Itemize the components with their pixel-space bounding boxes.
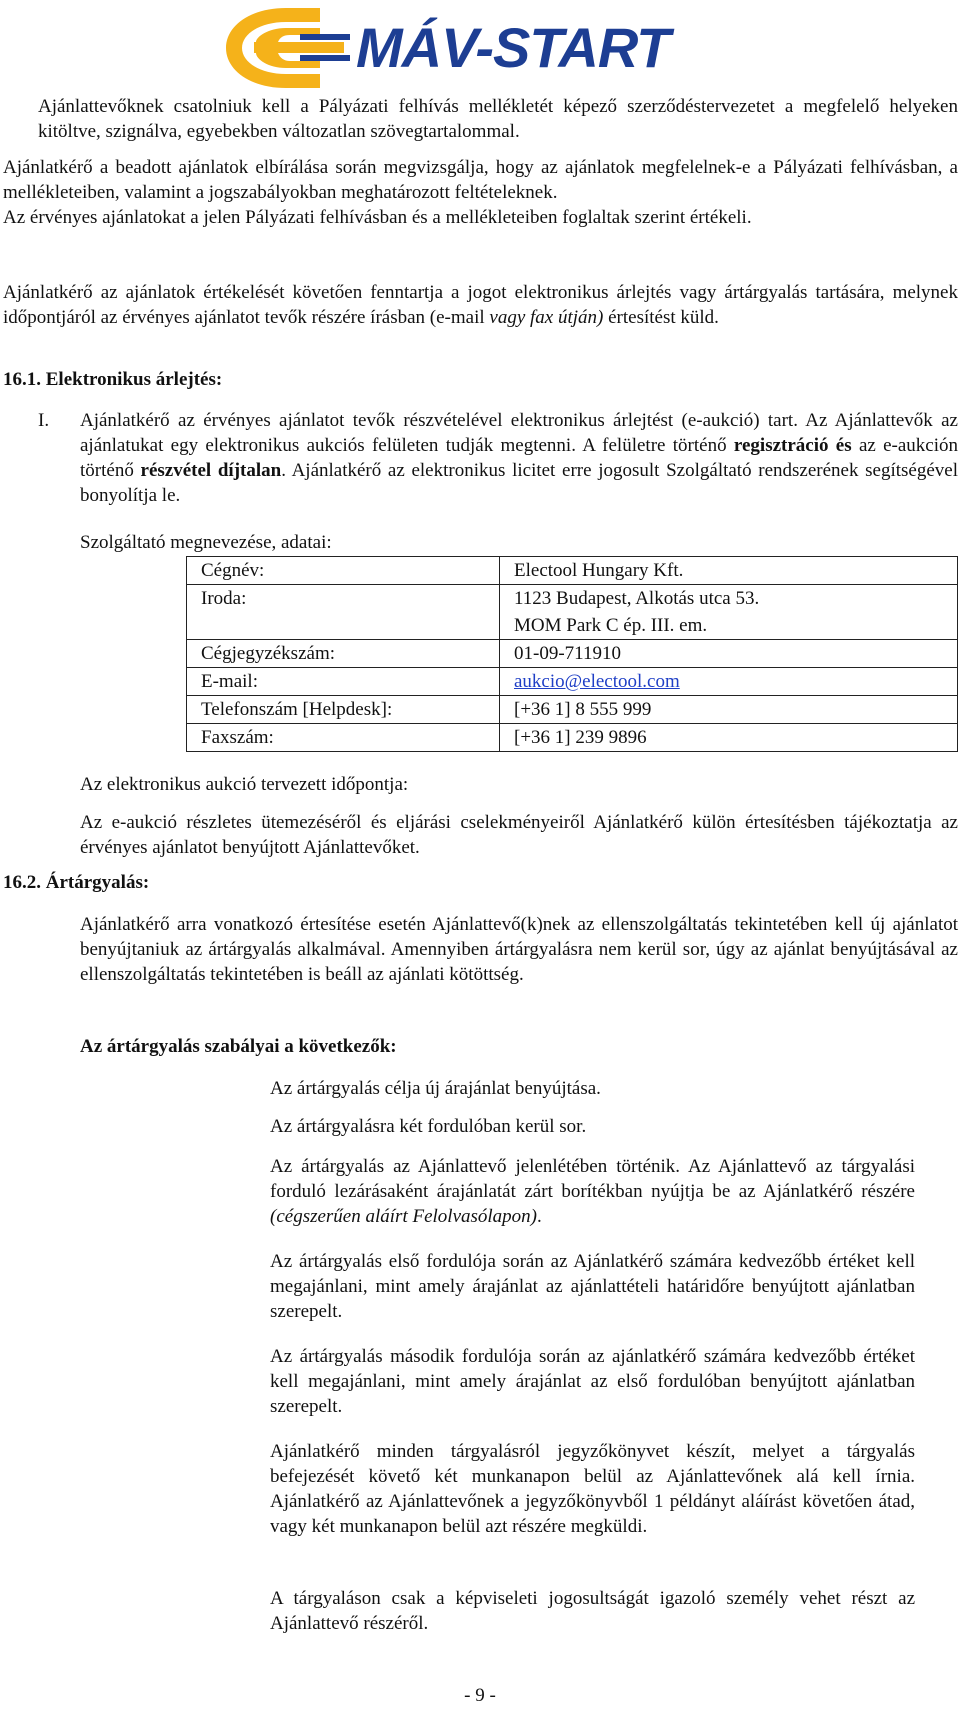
provider-key: Faxszám: <box>187 724 500 752</box>
provider-table <box>186 556 958 752</box>
provider-value <box>500 668 958 696</box>
paragraph-valid-offers: Az érvényes ajánlatokat a jelen Pályázati felhívásban és a mellékleteiben foglaltak szerint értékeli. <box>3 207 752 228</box>
logo-wordmark: MÁV-START <box>356 16 670 79</box>
mav-start-logo <box>246 4 670 96</box>
provider-key: Cégjegyzékszám: <box>187 640 500 668</box>
auction-date-label: Az elektronikus aukció tervezett időpontja: <box>80 774 409 795</box>
heading-16-2: 16.2. Ártárgyalás: <box>3 872 150 893</box>
mav-start-emblem-icon <box>220 4 350 96</box>
provider-office-line1: 1123 Budapest, Alkotás utca 53. <box>514 588 760 609</box>
provider-key: Cégnév: <box>187 557 500 585</box>
provider-office-line2: MOM Park C ép. III. em. <box>514 615 708 636</box>
rule-two-rounds: Az ártárgyalásra két fordulóban kerül sor. <box>270 1116 587 1137</box>
table-row <box>187 557 958 585</box>
paragraph-evaluation: Ajánlatkérő a beadott ajánlatok elbírálása során megvizsgálja, hogy az ajánlatok megfelelnek-e a Pályázati felhívásban, a mellékleteiben, valamint a jogszabályokban meghatározott feltételeknek. <box>3 157 958 203</box>
provider-value <box>500 585 958 640</box>
provider-value: [+36 1] 239 9896 <box>500 724 958 752</box>
e-auction-text-c: . Ajánlatkérő az elektronikus licitet erre jogosult Szolgáltató rendszerének segítségével bonyolítja le. <box>80 460 959 506</box>
e-auction-bold-free: részvétel díjtalan <box>140 460 282 481</box>
rule-first-round: Az ártárgyalás első fordulója során az Ajánlatkérő számára kedvezőbb értéket kell megajánlani, mint amely árajánlat az ajánlattételi határidőre benyújtott ajánlatban szerepelt. <box>270 1251 915 1322</box>
paragraph-auction-right-end: értesítést küld. <box>608 307 719 328</box>
paragraph-auction-right-text: Ajánlatkérő az ajánlatok értékelését követően fenntartja a jogot elektronikus árlejtés vagy ártárgyalás tartására, melynek időpontjáról az érvényes ajánlatot tevők részére írásban (e-mail <box>3 282 958 328</box>
provider-label: Szolgáltató megnevezése, adatai: <box>80 532 332 553</box>
page-number: - 9 - <box>464 1685 496 1706</box>
table-row <box>187 724 958 752</box>
e-auction-text-a: Ajánlatkérő az érvényes ajánlatot tevők részvételével elektronikus árlejtést (e-aukció) tart. Az Ajánlattevők az ajánlatukat egy elektronikus aukciós felületen tudják megtenni. A felületre történő <box>80 410 958 456</box>
provider-key: Iroda: <box>187 585 500 640</box>
paragraph-e-auction <box>80 408 958 508</box>
rule-representative: A tárgyaláson csak a képviseleti jogosultságát igazoló személy vehet részt az Ajánlattevő részéről. <box>270 1588 915 1634</box>
rule-presence <box>270 1154 915 1229</box>
rule-second-round: Az ártárgyalás második fordulója során az ajánlatkérő számára kedvezőbb értéket kell megajánlani, mint amely árajánlat az első fordulóban benyújtott ajánlatban szerepelt. <box>270 1346 915 1417</box>
provider-email-link[interactable]: aukcio@electool.com <box>514 671 680 692</box>
paragraph-contract-draft: Ajánlattevőknek csatolniuk kell a Pályázati felhívás mellékletét képező szerződéstervezetet a megfelelő helyeken kitöltve, szignálva, egyebekben változatlan szövegtartalommal. <box>38 96 958 142</box>
heading-16-1: 16.1. Elektronikus árlejtés: <box>3 369 223 390</box>
rule-goal: Az ártárgyalás célja új árajánlat benyújtása. <box>270 1078 601 1099</box>
rule-presence-text: Az ártárgyalás az Ajánlattevő jelenlétében történik. Az Ajánlattevő az tárgyalási forduló lezárásaként árajánlatát zárt borítékban nyújtja be az Ajánlatkérő részére <box>270 1156 915 1202</box>
e-auction-bold-registration: regisztráció és <box>733 435 852 456</box>
paragraph-auction-right <box>3 280 958 330</box>
provider-key: Telefonszám [Helpdesk]: <box>187 696 500 724</box>
paragraph-price-negotiation: Ajánlatkérő arra vonatkozó értesítése esetén Ajánlattevő(k)nek az ellenszolgáltatás tekintetében kell új ajánlatot benyújtaniuk az ártárgyalás alkalmával. Amennyiben ártárgyalásra nem kerül sor, úgy az ajánlat benyújtásával az ellenszolgáltatás tekintetében is beáll az ajánlati kötöttség. <box>80 914 958 985</box>
rule-minutes: Ajánlatkérő minden tárgyalásról jegyzőkönyvet készít, melyet a tárgyalás befejezését követő két munkanapon belül az Ajánlattevőnek alá kell írnia. Ajánlatkérő az Ajánlattevőnek a jegyzőkönyvből 1 példányt aláírást követően átad, vagy két munkanapon belül azt részére megküldi. <box>270 1441 915 1537</box>
provider-key: E-mail: <box>187 668 500 696</box>
rule-presence-italic: (cégszerűen aláírt Felolvasólapon) <box>270 1206 538 1227</box>
item-number-i: I. <box>38 410 50 431</box>
e-auction-text-b: az e-aukción történő <box>80 435 959 481</box>
rule-presence-end: . <box>537 1206 542 1227</box>
paragraph-auction-right-italic: vagy fax útján) <box>489 307 604 328</box>
paragraph-auction-schedule: Az e-aukció részletes ütemezéséről és eljárási cselekményeiről Ajánlatkérő külön értesítésben tájékoztatja az érvényes ajánlatot benyújtott Ajánlattevőket. <box>80 812 958 858</box>
table-row <box>187 696 958 724</box>
table-row <box>187 668 958 696</box>
table-row <box>187 585 958 640</box>
provider-value: 01-09-711910 <box>500 640 958 668</box>
table-row <box>187 640 958 668</box>
rules-heading: Az ártárgyalás szabályai a következők: <box>80 1036 397 1057</box>
provider-value: [+36 1] 8 555 999 <box>500 696 958 724</box>
provider-value: Electool Hungary Kft. <box>500 557 958 585</box>
